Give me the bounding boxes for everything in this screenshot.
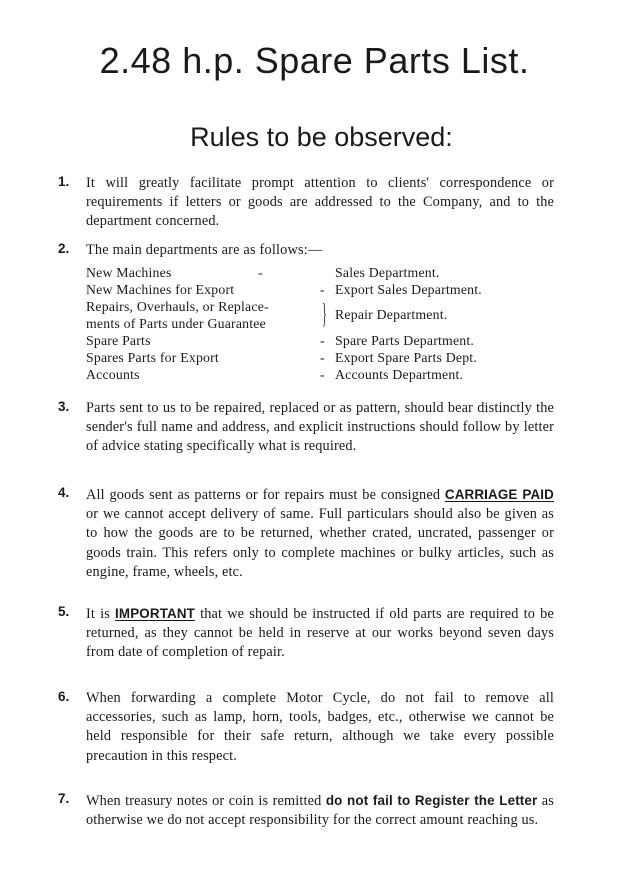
department-dash: - <box>320 282 325 297</box>
department-row <box>86 349 554 366</box>
rule-text: Parts sent to us to be repaired, replaced or as pattern, should bear distinctly the sender's full name and address, and explicit instructions should follow by letter of advice stating specifically what is required. <box>86 400 554 455</box>
department-subject: Repairs, Overhauls, or Replace- <box>86 299 269 314</box>
rule-number: 3. <box>58 399 70 414</box>
rule-number: 5. <box>58 604 70 619</box>
department-row <box>86 264 554 281</box>
rule-number: 7. <box>58 791 70 806</box>
emphasis-text: CARRIAGE PAID <box>444 487 554 502</box>
rule-1 <box>58 174 554 232</box>
rule-text: It will greatly facilitate prompt attention to clients' correspondence or requirements if letters or goods are addressed to the Company, and to the department concerned. <box>86 175 554 230</box>
department-name: Export Sales Department. <box>335 282 482 297</box>
department-subject: New Machines <box>86 265 172 280</box>
brace-symbol: } <box>322 299 327 330</box>
department-name: Spare Parts Department. <box>335 333 475 348</box>
rule-intro: The main departments are as follows:— <box>86 242 323 258</box>
department-row <box>86 298 554 322</box>
department-name: Sales Department. <box>335 265 440 280</box>
department-name: Export Spare Parts Dept. <box>335 350 477 365</box>
rule-3 <box>58 399 554 457</box>
rule-text: When treasury notes or coin is remitted do not fail to Register the Letter as otherwise we do not accept responsibility for the correct amount reaching us. <box>86 793 555 829</box>
department-dash: - <box>320 367 325 382</box>
department-dash: - <box>258 265 263 280</box>
rule-4 <box>58 485 554 582</box>
rule-number: 1. <box>58 174 70 189</box>
department-subject: New Machines for Export <box>86 282 235 297</box>
rule-number: 4. <box>58 485 70 500</box>
rule-number: 6. <box>58 689 70 704</box>
department-subject: Accounts <box>86 367 140 382</box>
department-subject: ments of Parts under Guarantee <box>86 316 266 331</box>
department-dash: - <box>320 350 325 365</box>
rule-number: 2. <box>58 241 70 256</box>
rule-5 <box>58 604 554 663</box>
page-title: 2.48 h.p. Spare Parts List. <box>99 40 530 81</box>
emphasis-text: IMPORTANT <box>115 606 195 621</box>
department-subject: Spares Parts for Export <box>86 350 219 365</box>
rule-2 <box>58 241 554 382</box>
department-row <box>86 281 554 298</box>
rules-heading: Rules to be observed: <box>190 122 453 152</box>
emphasis-text: do not fail to Register the Letter <box>325 793 538 808</box>
department-row <box>86 315 554 332</box>
department-row <box>86 332 554 349</box>
department-dash: - <box>320 333 325 348</box>
department-name: Repair Department. <box>335 307 448 322</box>
departments-list <box>86 264 554 382</box>
rule-text: All goods sent as patterns or for repairs must be consigned CARRIAGE PAID or we cannot accept delivery of same. Full particulars should also be given as to how the goods are to be returned, whether crated, uncrated, passenger or goods train. This refers only to complete machines or bulky articles, such as engine, frame, wheels, etc. <box>86 487 554 580</box>
rule-6 <box>58 689 554 766</box>
rule-text: When forwarding a complete Motor Cycle, do not fail to remove all accessories, such as lamp, horn, tools, badges, etc., otherwise we cannot be held responsible for their safe return, although we take every possible precaution in this respect. <box>86 690 554 764</box>
rule-text: It is IMPORTANT that we should be instructed if old parts are required to be returned, as they cannot be held in reserve at our works beyond seven days from date of completion of repair. <box>86 606 554 661</box>
department-name: Accounts Department. <box>335 367 464 382</box>
rule-7 <box>58 791 555 830</box>
department-subject: Spare Parts <box>86 333 151 348</box>
department-row <box>86 366 554 383</box>
